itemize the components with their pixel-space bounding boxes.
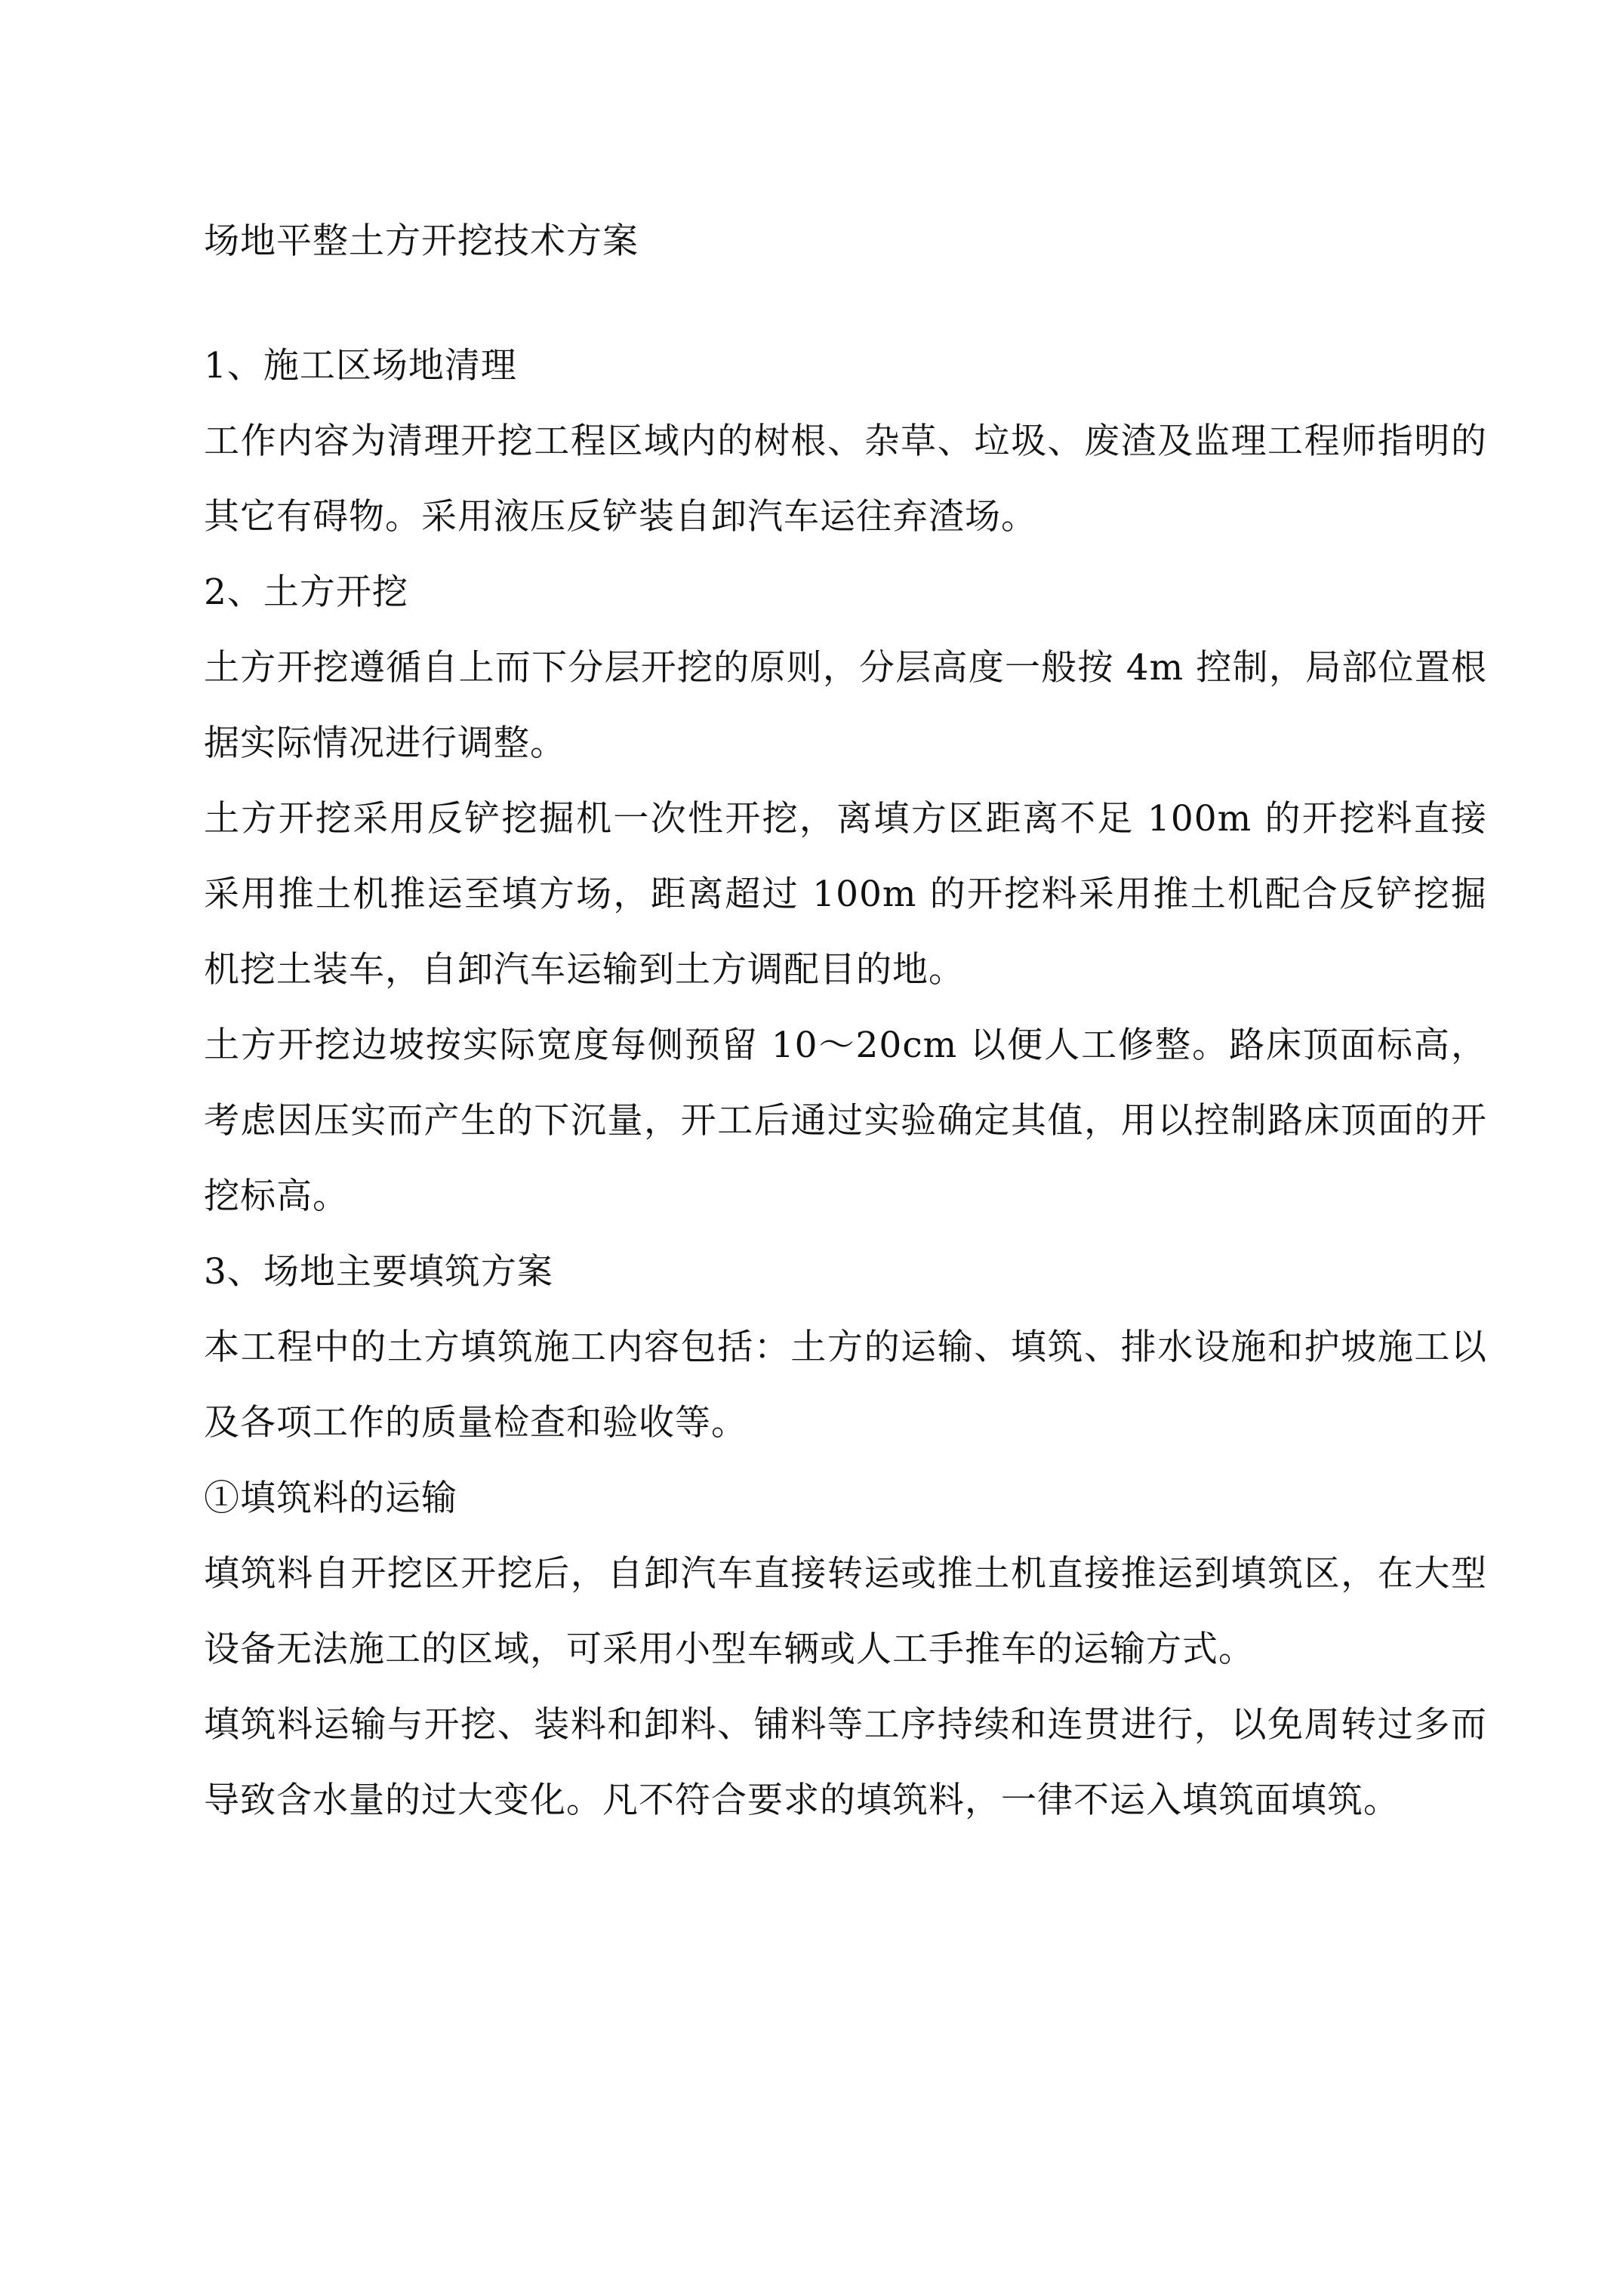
section-heading-fill-transport: ①填筑料的运输	[204, 1478, 457, 1519]
section-heading-site-clearing: 1、施工区场地清理	[204, 345, 517, 387]
paragraph: 土方开挖边坡按实际宽度每侧预留 10～20cm 以便人工修整。路床顶面标高，考虑因压实而产生的下沉量，开工后通过实验确定其值，用以控制路床顶面的开挖标高。	[204, 1025, 1487, 1217]
paragraph: 工作内容为清理开挖工程区域内的树根、杂草、垃圾、废渣及监理工程师指明的其它有碍物。采用液压反铲装自卸汽车运往弃渣场。	[204, 421, 1487, 538]
paragraph: 本工程中的土方填筑施工内容包括：土方的运输、填筑、排水设施和护坡施工以及各项工作的质量检查和验收等。	[204, 1327, 1487, 1444]
paragraph: 填筑料自开挖区开挖后，自卸汽车直接转运或推土机直接推运到填筑区，在大型设备无法施工的区域，可采用小型车辆或人工手推车的运输方式。	[204, 1553, 1487, 1670]
paragraph: 土方开挖采用反铲挖掘机一次性开挖，离填方区距离不足 100m 的开挖料直接采用推土机推运至填方场，距离超过 100m 的开挖料采用推土机配合反铲挖掘机挖土装车，自卸汽车运输到土方调配目的地。	[204, 798, 1487, 991]
paragraph: 填筑料运输与开挖、装料和卸料、铺料等工序持续和连贯进行，以免周转过多而导致含水量的过大变化。凡不符合要求的填筑料，一律不运入填筑面填筑。	[204, 1704, 1487, 1821]
document-body	[204, 204, 1487, 1838]
section-heading-fill-plan: 3、场地主要填筑方案	[204, 1251, 553, 1293]
paragraph: 土方开挖遵循自上而下分层开挖的原则，分层高度一般按 4m 控制，局部位置根据实际情况进行调整。	[204, 647, 1487, 764]
document-title: 场地平整土方开挖技术方案	[204, 220, 639, 262]
section-heading-earth-excavation: 2、土方开挖	[204, 572, 408, 613]
